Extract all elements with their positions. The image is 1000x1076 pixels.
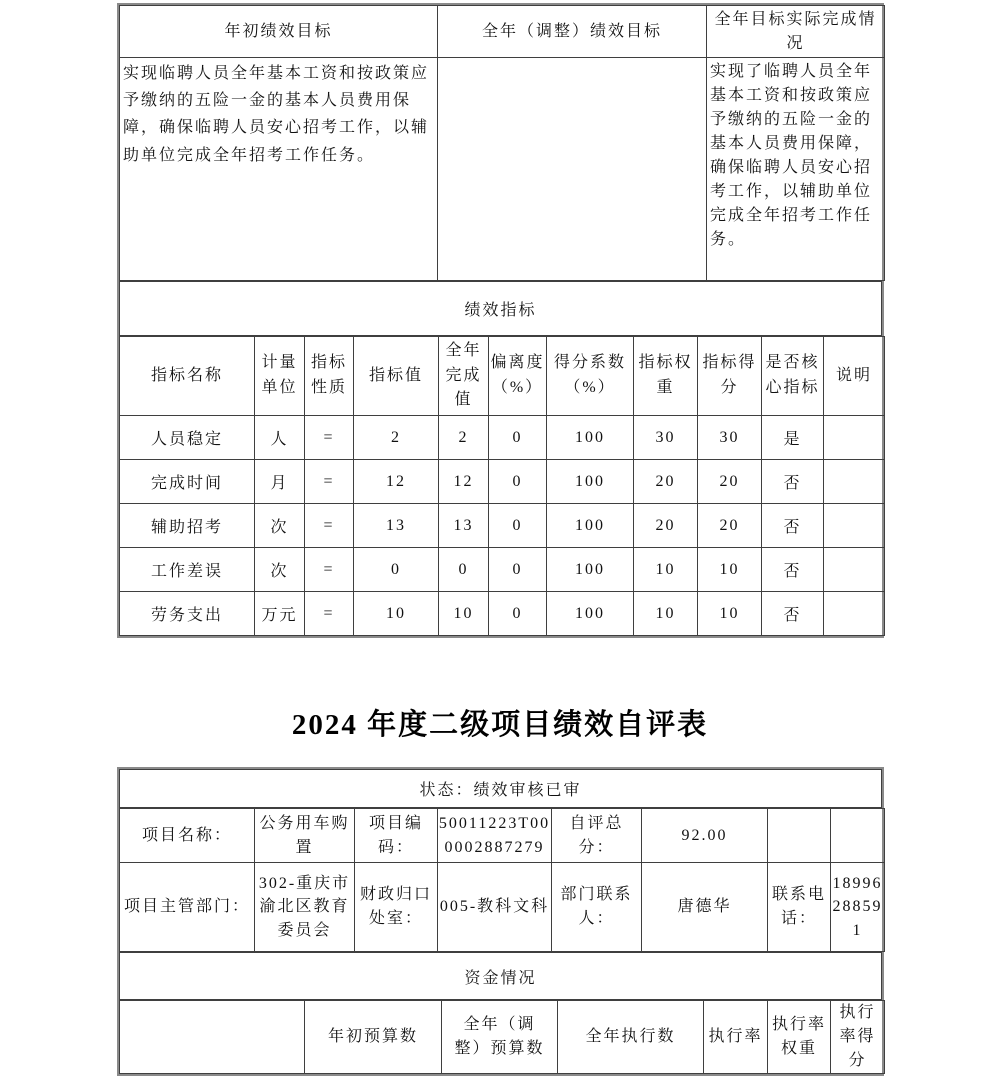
year-start-goal-text: 实现临聘人员全年基本工资和按政策应予缴纳的五险一金的基本人员费用保障，确保临聘人员安心招考工作，以辅助单位完成全年招考工作任务。 <box>123 65 430 164</box>
indicator-completed: 12 <box>439 460 489 504</box>
page-title: 2024 年度二级项目绩效自评表 <box>291 709 709 741</box>
col-header-deviation: 偏离度（%） <box>489 337 547 416</box>
project-name-value: 公务用车购置 <box>255 809 355 863</box>
indicator-score: 30 <box>698 416 762 460</box>
indicator-coefficient: 100 <box>547 416 634 460</box>
indicator-unit: 次 <box>255 548 305 592</box>
indicator-note <box>824 460 885 504</box>
goals-header-row <box>120 6 885 58</box>
indicator-nature: = <box>305 416 354 460</box>
adjusted-goal-cell <box>438 58 707 281</box>
indicator-deviation: 0 <box>489 592 547 636</box>
col-header-actual-completion: 全年目标实际完成情况 <box>707 6 885 58</box>
col-header-year-start-goal: 年初绩效目标 <box>120 6 438 58</box>
finance-office-label: 财政归口处室： <box>355 863 438 952</box>
indicator-score: 20 <box>698 504 762 548</box>
indicator-weight: 10 <box>634 548 698 592</box>
col-header-adjusted-budget: 全年（调整）预算数 <box>442 1001 558 1074</box>
indicator-core: 是 <box>762 416 824 460</box>
indicator-core: 否 <box>762 504 824 548</box>
col-header-score: 指标得分 <box>698 337 762 416</box>
indicator-core: 否 <box>762 592 824 636</box>
indicator-deviation: 0 <box>489 504 547 548</box>
indicator-completed: 10 <box>439 592 489 636</box>
indicator-name: 劳务支出 <box>120 592 255 636</box>
funds-section-bar <box>119 952 882 1000</box>
phone-label: 联系电话： <box>768 863 831 952</box>
indicator-note <box>824 548 885 592</box>
col-header-weight: 指标权重 <box>634 337 698 416</box>
indicators-section-row <box>120 282 882 336</box>
indicator-note <box>824 504 885 548</box>
status-row <box>120 770 882 808</box>
indicator-completed: 0 <box>439 548 489 592</box>
indicator-row <box>120 548 885 592</box>
funds-header-row <box>120 1001 885 1074</box>
indicator-weight: 30 <box>634 416 698 460</box>
indicator-target: 13 <box>354 504 439 548</box>
indicator-target: 0 <box>354 548 439 592</box>
empty-cell <box>768 809 831 863</box>
indicator-core: 否 <box>762 460 824 504</box>
indicator-weight: 10 <box>634 592 698 636</box>
indicator-nature: = <box>305 548 354 592</box>
indicators-section-title: 绩效指标 <box>120 282 882 336</box>
indicator-coefficient: 100 <box>547 592 634 636</box>
col-header-completed-value: 全年完成值 <box>439 337 489 416</box>
self-score-label: 自评总分： <box>552 809 642 863</box>
col-header-target-value: 指标值 <box>354 337 439 416</box>
indicators-header-row <box>120 337 885 416</box>
dept-label: 项目主管部门： <box>120 863 255 952</box>
indicator-deviation: 0 <box>489 416 547 460</box>
indicator-target: 2 <box>354 416 439 460</box>
col-header-execution-rate-weight: 执行率权重 <box>768 1001 831 1074</box>
funds-table <box>119 1000 885 1074</box>
col-header-initial-budget: 年初预算数 <box>305 1001 442 1074</box>
indicator-score: 10 <box>698 548 762 592</box>
project-info-table <box>117 767 884 1076</box>
col-header-execution-rate: 执行率 <box>704 1001 768 1074</box>
col-header-note: 说明 <box>824 337 885 416</box>
indicator-nature: = <box>305 504 354 548</box>
indicator-deviation: 0 <box>489 548 547 592</box>
funds-section-row <box>120 953 882 1000</box>
indicator-coefficient: 100 <box>547 460 634 504</box>
phone-value: 18996288591 <box>831 863 885 952</box>
indicator-row <box>120 592 885 636</box>
indicator-core: 否 <box>762 548 824 592</box>
indicator-row <box>120 460 885 504</box>
col-header-adjusted-goal: 全年（调整）绩效目标 <box>438 6 707 58</box>
empty-cell <box>831 809 885 863</box>
indicator-coefficient: 100 <box>547 548 634 592</box>
indicator-target: 12 <box>354 460 439 504</box>
indicator-deviation: 0 <box>489 460 547 504</box>
dept-value: 302-重庆市渝北区教育委员会 <box>255 863 355 952</box>
indicators-table <box>119 336 885 636</box>
goals-table <box>119 5 885 281</box>
self-score-value: 92.00 <box>642 809 768 863</box>
actual-completion-cell <box>707 58 885 281</box>
col-header-execution-rate-score: 执行率得分 <box>831 1001 885 1074</box>
indicator-unit: 人 <box>255 416 305 460</box>
indicator-target: 10 <box>354 592 439 636</box>
status-text: 状态：绩效审核已审 <box>120 770 882 808</box>
indicator-coefficient: 100 <box>547 504 634 548</box>
actual-completion-text: 实现了临聘人员全年基本工资和按政策应予缴纳的五险一金的基本人员费用保障，确保临聘人员安心招考工作，以辅助单位完成全年招考工作任务。 <box>710 63 873 248</box>
indicator-unit: 月 <box>255 460 305 504</box>
col-header-score-coefficient: 得分系数（%） <box>547 337 634 416</box>
indicator-row <box>120 504 885 548</box>
col-header-indicator-name: 指标名称 <box>120 337 255 416</box>
indicator-nature: = <box>305 460 354 504</box>
funds-section-title: 资金情况 <box>120 953 882 1000</box>
col-header-executed-amount: 全年执行数 <box>558 1001 704 1074</box>
indicator-nature: = <box>305 592 354 636</box>
indicator-note <box>824 592 885 636</box>
indicator-weight: 20 <box>634 504 698 548</box>
col-header-is-core: 是否核心指标 <box>762 337 824 416</box>
indicator-name: 人员稳定 <box>120 416 255 460</box>
project-name-label: 项目名称： <box>120 809 255 863</box>
contact-value: 唐德华 <box>642 863 768 952</box>
indicator-score: 10 <box>698 592 762 636</box>
indicator-completed: 2 <box>439 416 489 460</box>
year-start-goal-cell <box>120 58 438 281</box>
finance-office-value: 005-教科文科 <box>438 863 552 952</box>
goals-indicators-table <box>117 3 884 638</box>
contact-label: 部门联系人： <box>552 863 642 952</box>
project-details-table <box>119 808 885 952</box>
project-row-1 <box>120 809 885 863</box>
col-header-unit: 计量单位 <box>255 337 305 416</box>
project-code-value: 50011223T000002887279 <box>438 809 552 863</box>
empty-cell <box>120 1001 305 1074</box>
indicator-unit: 万元 <box>255 592 305 636</box>
project-row-2 <box>120 863 885 952</box>
indicator-name: 完成时间 <box>120 460 255 504</box>
indicator-unit: 次 <box>255 504 305 548</box>
goals-content-row <box>120 58 885 281</box>
indicator-score: 20 <box>698 460 762 504</box>
indicator-row <box>120 416 885 460</box>
project-code-label: 项目编码： <box>355 809 438 863</box>
indicator-name: 辅助招考 <box>120 504 255 548</box>
col-header-nature: 指标性质 <box>305 337 354 416</box>
indicator-completed: 13 <box>439 504 489 548</box>
status-bar <box>119 769 882 808</box>
indicator-note <box>824 416 885 460</box>
indicator-name: 工作差误 <box>120 548 255 592</box>
indicators-section-bar <box>119 281 882 336</box>
indicator-weight: 20 <box>634 460 698 504</box>
